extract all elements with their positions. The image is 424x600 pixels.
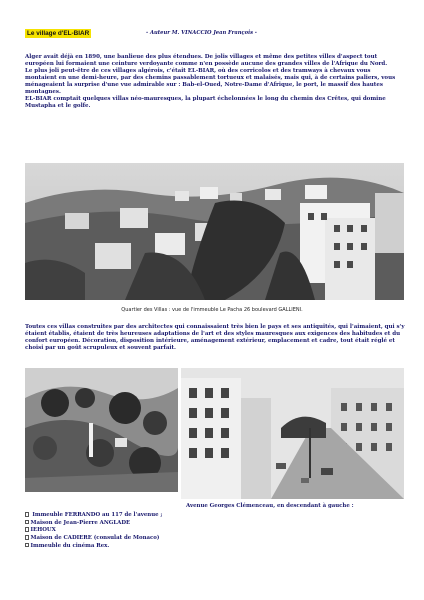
intro-paragraph-3: EL-BIAR comptait quelques villas néo-mauresques, la plupart échelonnées le long du chemin des Crêtes, qui domine Mustapha et le golfe. (25, 96, 386, 110)
list-item: Maison de Jean-Pierre ANGLADE (25, 520, 325, 528)
intro-paragraph-2: Le plus joli peut-être de ces villages algérois, c'était EL-BIAR, où des corricolos et des tramways à chevaux vous montaient en une demi-heure, par des chemins passablement tortueux et malaisés, mais qui, à de certains paliers, vous ménageaient la surprise d'une vue admirable sur : Bab-el-Oued, Notre-Dame d'Afrique, le port, le massif des hautes montagnes. (25, 68, 396, 96)
intro-text (25, 54, 404, 110)
villas-paragraph: Toutes ces villas construites par des architectes qui connaissaient très bien le pays et ses antiquités, qui l'aimaient, qui s'y étaient établis, étaient de très heureuses adaptations de l'art et des styles mauresques aux exigences des habitudes et du confort européen. Décoration, disposition intérieure, aménagement extérieur, emplacement et cadre, tout était réglé et choisi par un goût scrupuleux et souvent parfait. (25, 324, 405, 352)
list-item: Maison de CADIERE (consulat de Monaco) (25, 535, 325, 543)
bullet-box-icon (25, 512, 29, 517)
article-author: - Auteur M. VINACCIO Jean François - (146, 30, 257, 36)
bullet-box-icon (25, 543, 29, 548)
list-item: IEHOUX (25, 527, 325, 535)
list-item: Immeuble du cinéma Rex. (25, 543, 325, 551)
bullet-box-icon (25, 535, 29, 540)
building-list (25, 512, 325, 551)
villa-quarter-photo (25, 163, 404, 300)
avenue-photo (181, 368, 404, 499)
hillside-photo (25, 368, 178, 492)
list-item: Immeuble FERRANDO au 117 de l'avenue ; (25, 512, 325, 520)
villa-quarter-caption: Quartier des Villas : vue de l'immeuble Le Pacha 26 boulevard GALLIENI. (121, 307, 303, 313)
article-title: Le village d'EL-BIAR (27, 30, 90, 37)
intro-paragraph-1: Alger avait déjà en 1890, une banlieue des plus étendues. De jolis villages et même des petites villes d'aspect tout européen lui formaient une ceinture verdoyante comme n'en possède aucune des grandes villes de l'Afrique du Nord. (25, 54, 388, 68)
bullet-box-icon (25, 520, 29, 525)
bullet-box-icon (25, 527, 29, 532)
avenue-caption: Avenue Georges Clémenceau, en descendant à gauche : (186, 503, 354, 509)
